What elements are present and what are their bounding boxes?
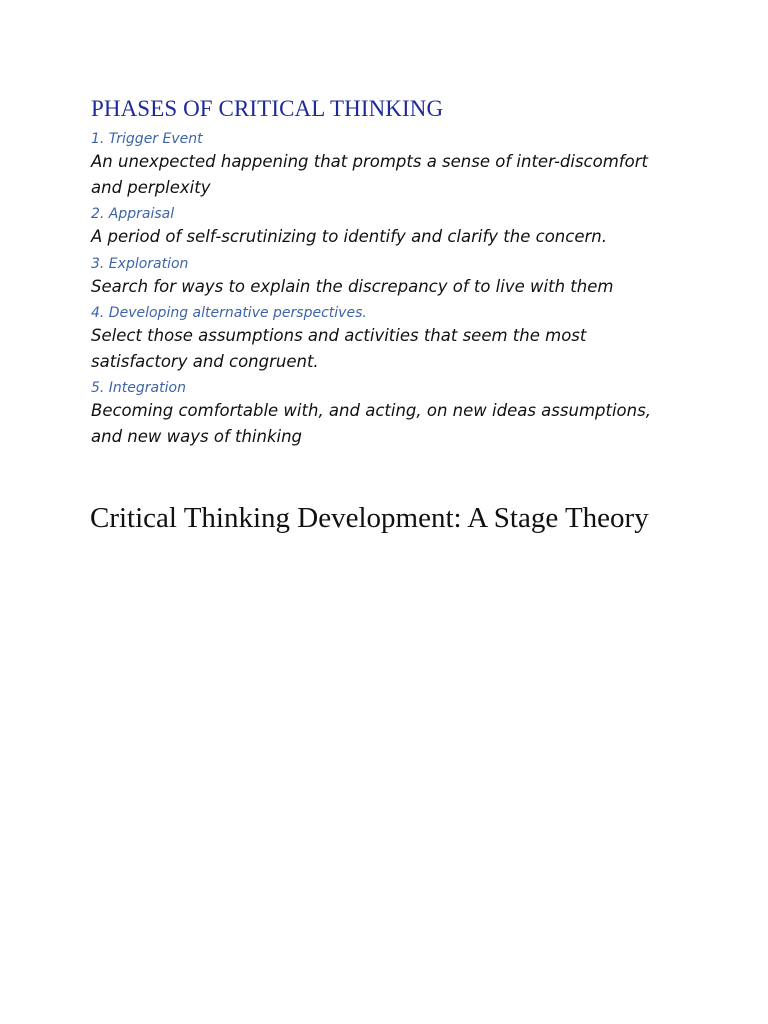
phase-item-integration bbox=[91, 378, 691, 449]
phase-heading: 1. Trigger Event bbox=[91, 131, 203, 147]
phase-heading: 5. Integration bbox=[91, 380, 186, 396]
phase-heading: 2. Appraisal bbox=[91, 206, 175, 222]
phase-description: Becoming comfortable with, and acting, on new ideas assumptions, and new ways of thinking bbox=[91, 401, 651, 446]
phase-item-appraisal bbox=[91, 204, 691, 250]
section-title: Critical Thinking Development: A Stage Theory bbox=[90, 502, 649, 534]
phase-item-alternative-perspectives bbox=[91, 303, 691, 374]
phase-description: A period of self-scrutinizing to identify and clarify the concern. bbox=[91, 227, 607, 246]
phase-item-trigger-event bbox=[91, 129, 691, 200]
phase-list bbox=[91, 129, 691, 449]
phase-heading: 4. Developing alternative perspectives. bbox=[91, 305, 367, 321]
phase-description: An unexpected happening that prompts a sense of inter-discomfort and perplexity bbox=[91, 152, 648, 197]
phase-description: Search for ways to explain the discrepancy of to live with them bbox=[91, 276, 614, 296]
document-content bbox=[91, 95, 691, 453]
phase-description: Select those assumptions and activities that seem the most satisfactory and congruent. bbox=[91, 326, 587, 371]
phase-heading: 3. Exploration bbox=[91, 255, 189, 272]
phase-item-exploration bbox=[91, 254, 691, 300]
document-title: PHASES OF CRITICAL THINKING bbox=[91, 96, 444, 121]
